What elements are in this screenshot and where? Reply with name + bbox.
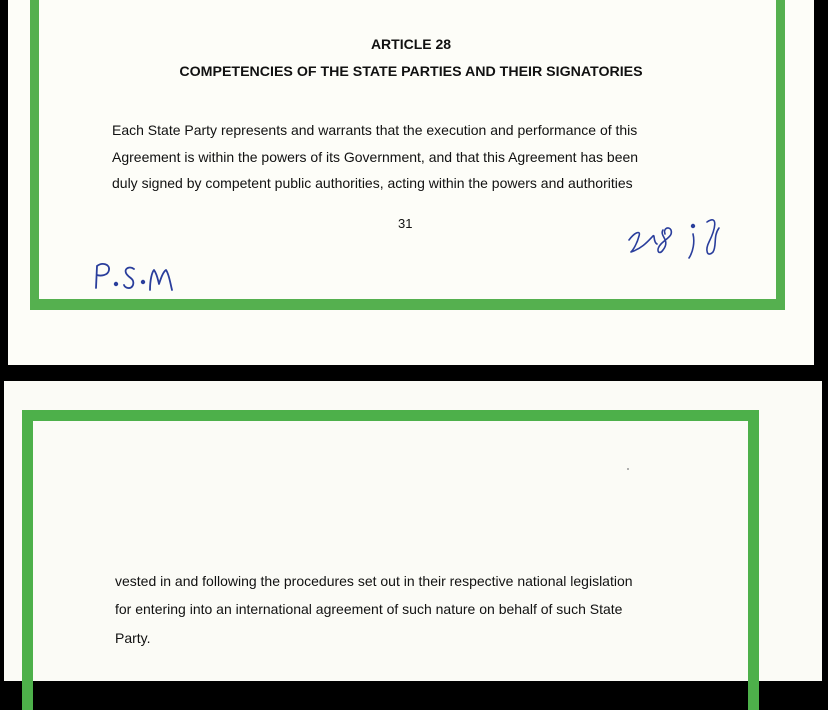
- handwritten-signature: [623, 200, 733, 270]
- body-line: Party.: [115, 630, 151, 646]
- body-line: vested in and following the procedures set out in their respective national legislation: [115, 573, 633, 589]
- green-border-frame: [22, 410, 759, 710]
- article-number: ARTICLE 28: [370, 36, 452, 52]
- document-page-1: [8, 0, 814, 365]
- body-line: Each State Party represents and warrants that the execution and performance of this: [112, 122, 638, 138]
- document-page-2: [4, 381, 822, 681]
- article-title: COMPETENCIES OF THE STATE PARTIES AND THEIR SIGNATORIES: [179, 64, 643, 80]
- scan-speck: [627, 468, 629, 470]
- body-line: Agreement is within the powers of its Government, and that this Agreement has been: [112, 149, 639, 165]
- page-number: 31: [398, 216, 413, 231]
- handwritten-initials-psm: [88, 258, 208, 298]
- body-line: for entering into an international agreement of such nature on behalf of such State: [115, 601, 623, 617]
- body-line: duly signed by competent public authorities, acting within the powers and authorities: [112, 175, 633, 191]
